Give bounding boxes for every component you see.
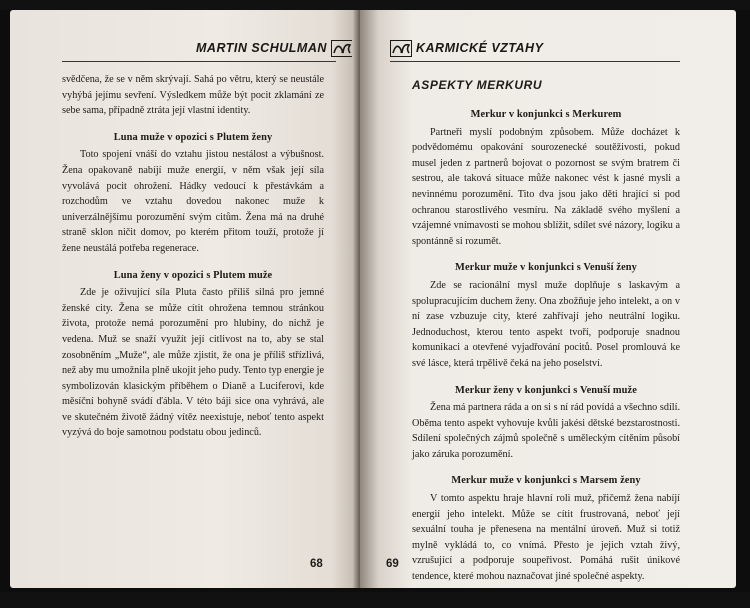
left-running-head [196, 37, 353, 59]
right-page [360, 10, 736, 588]
left-head-rule [62, 61, 336, 62]
left-running-head-text: MARTIN SCHULMAN [196, 41, 327, 55]
right-head-rule [390, 61, 680, 62]
right-section-heading-2: Merkur muže v konjunkci s Venuší ženy [455, 262, 637, 274]
right-section-text-1: Partneři myslí podobným způsobem. Může docházet k podvědomému opakování sourozenecké soutěživosti, pokud musel jeden z partnerů bojovat o pozornost se svým bratrem či sestrou, ale taková situace může nakonec vést k jasné mysli a nevinnému porozumění. Tito dva jsou jako děti hrající si pod ochranou starostlivého vesmíru. Na základě svého myšlení a vzájemné vnímavosti se mohou sblížit, sdílet své názory, logiku a spontánně si rozumět. [412, 126, 680, 247]
left-page [10, 10, 360, 588]
right-page-number: 69 [386, 558, 399, 570]
right-running-head [390, 37, 543, 59]
right-section-text-2: Zde se racionální mysl muže doplňuje s laskavým a spolupracujícím duchem ženy. Ona zbožňuje jeho intelekt, a on v ní zase vzbuzuje city, které zahřívají jeho neutrální logiku. Jednoduchost, kterou tento aspekt tvoří, podporuje snadnou komunikaci a otevřené vyjadřování pocitů. Posel promlouvá ke své lásce, která trpělivě čeká na jeho poselství. [412, 279, 680, 369]
left-body [62, 72, 324, 441]
left-section-text-1: Toto spojení vnáší do vztahu jistou nestálost a výbušnost. Žena opakovaně nabíjí muže energií, v něm však její síla vyvolává pocit ohrožení. Hádky vedoucí k přestávkám a rozchodům ve vztahu dovedou nakonec muže k univerzálnějšímu porozumění svým citům. Žena má na druhé straně sklon ničit domov, po kterém přitom touží, protože jí žene neustálá potřeba regenerace. [62, 149, 324, 254]
left-section-heading-2: Luna ženy v opozici s Plutem muže [113, 269, 273, 281]
right-section-heading-4: Merkur muže v konjunkci s Marsem ženy [451, 475, 641, 487]
ornament-logo-icon [390, 40, 412, 57]
right-section-text-4: V tomto aspektu hraje hlavní roli muž, přičemž žena nabíjí energií jeho intelekt. Může se cítit frustrovaná, neboť její sexuální touha je přenesena na mentální úroveň. Muž si totiž mylně vykládá to, co vnímá. Přesto je jejich vztah živý, vzrušující a podporuje soupeřivost. Pomáhá rušit únikové tendence, které mohou naznačovat jiné společné aspekty. [412, 493, 680, 583]
left-section-text-2: Zde je oživující síla Pluta často příliš silná pro jemné ženské city. Žena se může cítit ohrožena temnou stránkou života, protože nemá porozumění pro hlubiny, do nichž je vedena. Muž se snaží využít její citlivost na to, aby se stal zosobněním „Muže“, ale může zjistit, že ona je příliš střízlivá, než aby mu umožnila plně ukojit jeho pudy. Tento typ energie je symbolizován klasickým příběhem o Dianě a Luciferovi, kde měsíční bohyně svádí ďábla. V této báji sice ona vyhrává, ale ve skutečném životě žádný vítěz neexistuje, neboť tento aspekt vyzývá do boje samotnou podstatu obou jedinců. [62, 287, 324, 439]
left-page-number: 68 [310, 558, 323, 570]
right-running-head-text: KARMICKÉ VZTAHY [416, 41, 544, 55]
right-body [412, 96, 680, 585]
right-section-heading-3: Merkur ženy v konjunkci s Venuší muže [455, 384, 637, 396]
left-paragraph-continued: svědčena, že se v něm skrývají. Sahá po větru, který se neustále vyhýbá jejímu sevření. Výsledkem může být pocit zklamání ze sebe sama, případně ztráta její vlastní identity. [62, 74, 324, 117]
right-section-text-3: Žena má partnera ráda a on si s ní rád povídá a všechno sdílí. Oběma tento aspekt vyhovuje kvůli jakési dětské bezstarostnosti. Sdílení společných zájmů společně s uměleckým cítěním působí jako záruka porozumění. [412, 402, 680, 460]
right-section-heading-1: Merkur v konjunkci s Merkurem [470, 109, 622, 120]
left-section-heading-1: Luna muže v opozici s Plutem ženy [113, 131, 273, 143]
book-spread [0, 10, 750, 592]
chapter-section-title: ASPEKTY MERKURU [412, 78, 543, 92]
ornament-logo-icon [331, 40, 353, 57]
